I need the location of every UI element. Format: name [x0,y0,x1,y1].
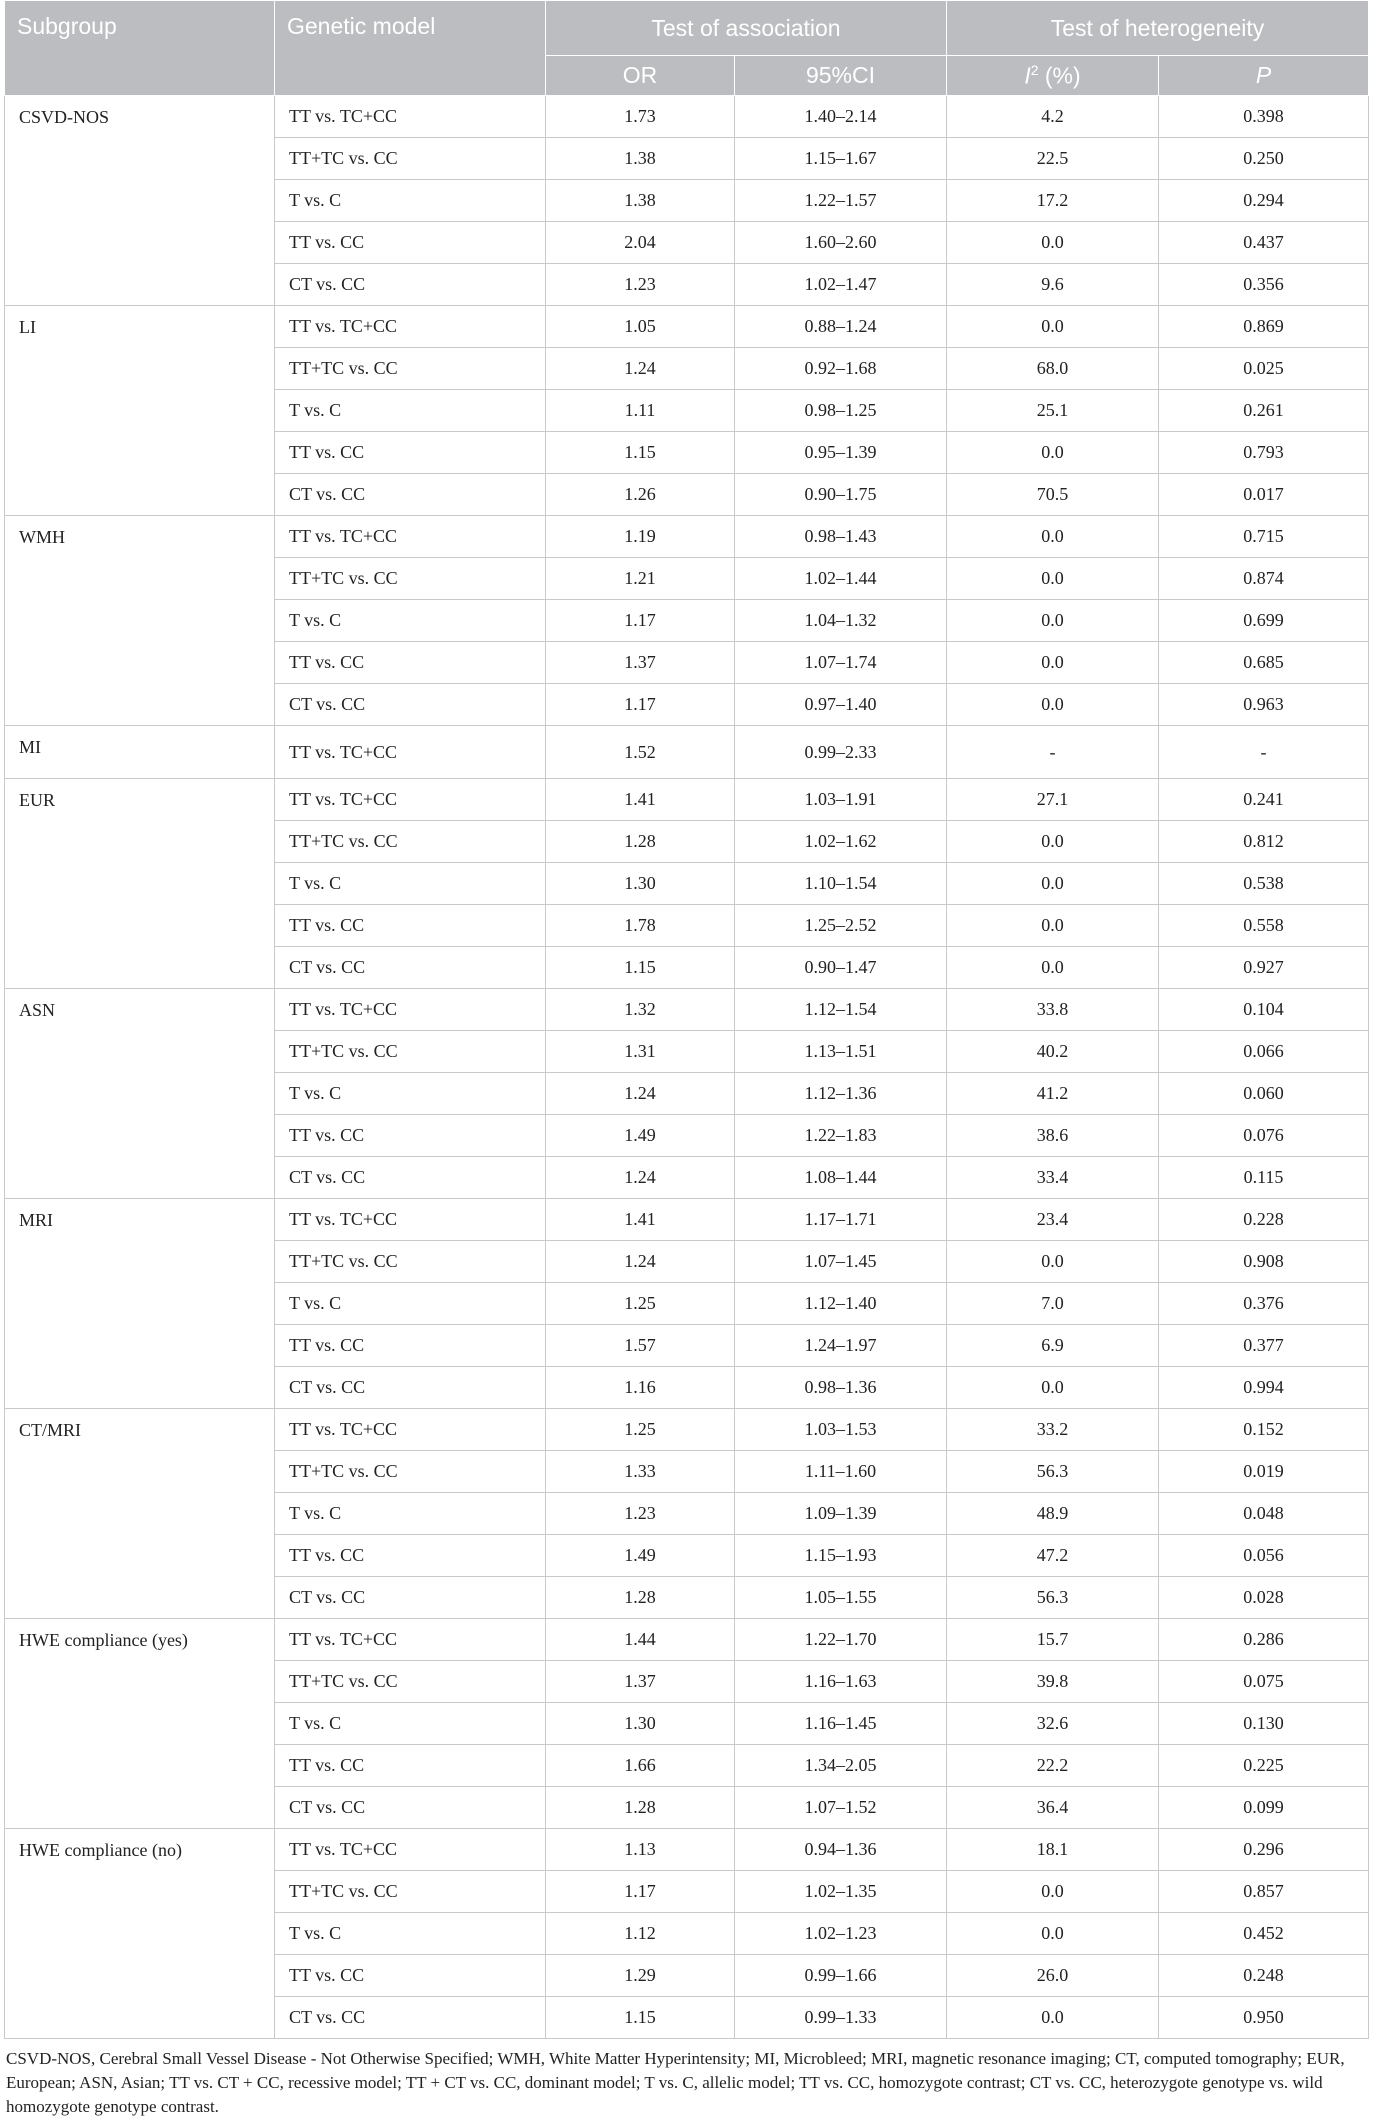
p-cell: 0.812 [1159,821,1369,863]
or-cell: 1.24 [546,1157,735,1199]
i2-cell: 70.5 [947,474,1159,516]
genetic-model-cell: CT vs. CC [275,1787,546,1829]
p-cell: 0.538 [1159,863,1369,905]
table-row [5,96,1369,138]
subgroup-cell: CT/MRI [5,1409,275,1619]
genetic-model-cell: TT vs. CC [275,1955,546,1997]
i2-cell: 68.0 [947,348,1159,390]
or-cell: 1.31 [546,1031,735,1073]
ci-cell: 1.34–2.05 [735,1745,947,1787]
ci-cell: 1.13–1.51 [735,1031,947,1073]
subgroup-cell: HWE compliance (no) [5,1829,275,2039]
genetic-model-cell: TT+TC vs. CC [275,138,546,180]
p-cell: 0.376 [1159,1283,1369,1325]
table-row [5,726,1369,779]
table-container [4,0,1368,2119]
or-cell: 1.23 [546,1493,735,1535]
genetic-model-cell: TT vs. TC+CC [275,516,546,558]
p-cell: 0.025 [1159,348,1369,390]
genetic-model-cell: TT vs. CC [275,432,546,474]
p-cell: 0.950 [1159,1997,1369,2039]
p-cell: 0.152 [1159,1409,1369,1451]
p-cell: 0.076 [1159,1115,1369,1157]
ci-cell: 1.04–1.32 [735,600,947,642]
header-p [1159,56,1369,96]
i2-cell: 33.2 [947,1409,1159,1451]
or-cell: 1.24 [546,1241,735,1283]
i2-cell: 23.4 [947,1199,1159,1241]
ci-cell: 1.03–1.91 [735,779,947,821]
p-cell: 0.017 [1159,474,1369,516]
header-or: OR [546,56,735,96]
header-test-heterogeneity: Test of heterogeneity [947,1,1369,56]
or-cell: 1.38 [546,138,735,180]
p-cell: 0.356 [1159,264,1369,306]
subgroup-cell: MI [5,726,275,779]
ci-cell: 0.99–1.33 [735,1997,947,2039]
p-cell: 0.452 [1159,1913,1369,1955]
genetic-model-cell: T vs. C [275,1913,546,1955]
ci-cell: 1.60–2.60 [735,222,947,264]
genetic-model-cell: CT vs. CC [275,947,546,989]
p-cell: 0.437 [1159,222,1369,264]
header-i2 [947,56,1159,96]
ci-cell: 0.97–1.40 [735,684,947,726]
i2-cell: 0.0 [947,600,1159,642]
or-cell: 1.52 [546,726,735,779]
p-cell: 0.793 [1159,432,1369,474]
subgroup-cell: ASN [5,989,275,1199]
ci-cell: 1.07–1.52 [735,1787,947,1829]
genetic-model-cell: CT vs. CC [275,474,546,516]
genetic-model-cell: TT vs. CC [275,1535,546,1577]
subgroup-cell: EUR [5,779,275,989]
or-cell: 1.24 [546,348,735,390]
ci-cell: 1.02–1.23 [735,1913,947,1955]
or-cell: 1.11 [546,390,735,432]
table-row [5,306,1369,348]
genetic-model-cell: TT vs. CC [275,642,546,684]
i2-cell: 0.0 [947,516,1159,558]
or-cell: 1.28 [546,1577,735,1619]
table-row [5,516,1369,558]
or-cell: 1.25 [546,1409,735,1451]
ci-cell: 0.99–2.33 [735,726,947,779]
p-cell: 0.398 [1159,96,1369,138]
genetic-model-cell: TT+TC vs. CC [275,348,546,390]
genetic-model-cell: T vs. C [275,863,546,905]
ci-cell: 0.98–1.36 [735,1367,947,1409]
i2-cell: 0.0 [947,905,1159,947]
ci-cell: 1.05–1.55 [735,1577,947,1619]
or-cell: 1.49 [546,1535,735,1577]
subgroup-cell: CSVD-NOS [5,96,275,306]
i2-cell: 25.1 [947,390,1159,432]
genetic-model-cell: T vs. C [275,1073,546,1115]
p-cell: 0.715 [1159,516,1369,558]
i2-cell: 0.0 [947,1997,1159,2039]
or-cell: 1.28 [546,821,735,863]
or-cell: 1.32 [546,989,735,1031]
i2-cell: 6.9 [947,1325,1159,1367]
genetic-model-cell: TT vs. CC [275,1325,546,1367]
i2-cell: 0.0 [947,1871,1159,1913]
i2-cell: 9.6 [947,264,1159,306]
genetic-model-cell: CT vs. CC [275,1367,546,1409]
header-ci: 95%CI [735,56,947,96]
ci-cell: 1.15–1.67 [735,138,947,180]
i2-cell: 7.0 [947,1283,1159,1325]
p-cell: 0.241 [1159,779,1369,821]
p-cell: 0.296 [1159,1829,1369,1871]
header-p-label: P [1255,62,1272,88]
ci-cell: 1.22–1.83 [735,1115,947,1157]
genetic-model-cell: TT+TC vs. CC [275,558,546,600]
table-row [5,1829,1369,1871]
p-cell: 0.075 [1159,1661,1369,1703]
or-cell: 1.78 [546,905,735,947]
ci-cell: 1.07–1.45 [735,1241,947,1283]
or-cell: 1.28 [546,1787,735,1829]
p-cell: 0.908 [1159,1241,1369,1283]
ci-cell: 1.15–1.93 [735,1535,947,1577]
or-cell: 1.33 [546,1451,735,1493]
i2-cell: 41.2 [947,1073,1159,1115]
i2-cell: - [947,726,1159,779]
ci-cell: 1.12–1.54 [735,989,947,1031]
genetic-model-cell: TT vs. TC+CC [275,1199,546,1241]
i2-cell: 56.3 [947,1577,1159,1619]
ci-cell: 1.07–1.74 [735,642,947,684]
genetic-model-cell: TT+TC vs. CC [275,821,546,863]
p-cell: 0.377 [1159,1325,1369,1367]
genetic-model-cell: TT+TC vs. CC [275,1661,546,1703]
genetic-model-cell: T vs. C [275,180,546,222]
i2-cell: 0.0 [947,947,1159,989]
ci-cell: 0.90–1.75 [735,474,947,516]
i2-cell: 0.0 [947,821,1159,863]
or-cell: 1.30 [546,1703,735,1745]
or-cell: 1.24 [546,1073,735,1115]
i2-cell: 0.0 [947,684,1159,726]
or-cell: 1.57 [546,1325,735,1367]
ci-cell: 0.98–1.25 [735,390,947,432]
ci-cell: 1.12–1.36 [735,1073,947,1115]
i2-cell: 22.2 [947,1745,1159,1787]
i2-cell: 32.6 [947,1703,1159,1745]
genetic-model-cell: CT vs. CC [275,684,546,726]
ci-cell: 1.02–1.35 [735,1871,947,1913]
header-subgroup: Subgroup [5,1,275,96]
p-cell: 0.558 [1159,905,1369,947]
table-row [5,1619,1369,1661]
ci-cell: 1.24–1.97 [735,1325,947,1367]
or-cell: 2.04 [546,222,735,264]
i2-cell: 36.4 [947,1787,1159,1829]
i2-cell: 33.4 [947,1157,1159,1199]
genetic-model-cell: T vs. C [275,1493,546,1535]
p-cell: 0.857 [1159,1871,1369,1913]
p-cell: 0.294 [1159,180,1369,222]
genetic-model-cell: CT vs. CC [275,1997,546,2039]
ci-cell: 0.99–1.66 [735,1955,947,1997]
p-cell: 0.130 [1159,1703,1369,1745]
or-cell: 1.05 [546,306,735,348]
or-cell: 1.26 [546,474,735,516]
i2-cell: 0.0 [947,222,1159,264]
i2-cell: 0.0 [947,558,1159,600]
p-cell: 0.286 [1159,1619,1369,1661]
genetic-model-cell: TT+TC vs. CC [275,1031,546,1073]
i2-cell: 56.3 [947,1451,1159,1493]
or-cell: 1.15 [546,432,735,474]
p-cell: 0.699 [1159,600,1369,642]
table-header [5,1,1369,96]
or-cell: 1.41 [546,779,735,821]
i2-cell: 39.8 [947,1661,1159,1703]
ci-cell: 1.22–1.70 [735,1619,947,1661]
p-cell: 0.028 [1159,1577,1369,1619]
p-cell: 0.099 [1159,1787,1369,1829]
p-cell: 0.115 [1159,1157,1369,1199]
ci-cell: 1.03–1.53 [735,1409,947,1451]
i2-cell: 17.2 [947,180,1159,222]
ci-cell: 0.98–1.43 [735,516,947,558]
genetic-model-cell: TT vs. TC+CC [275,1619,546,1661]
or-cell: 1.17 [546,600,735,642]
table-row [5,779,1369,821]
header-i2-base: I [1024,62,1031,89]
table-row [5,989,1369,1031]
ci-cell: 1.09–1.39 [735,1493,947,1535]
or-cell: 1.23 [546,264,735,306]
genetic-model-cell: TT vs. TC+CC [275,779,546,821]
subgroup-cell: MRI [5,1199,275,1409]
or-cell: 1.13 [546,1829,735,1871]
p-cell: - [1159,726,1369,779]
or-cell: 1.12 [546,1913,735,1955]
subgroup-cell: WMH [5,516,275,726]
p-cell: 0.685 [1159,642,1369,684]
p-cell: 0.994 [1159,1367,1369,1409]
i2-cell: 33.8 [947,989,1159,1031]
or-cell: 1.15 [546,1997,735,2039]
or-cell: 1.29 [546,1955,735,1997]
p-cell: 0.261 [1159,390,1369,432]
p-cell: 0.869 [1159,306,1369,348]
genetic-model-cell: TT+TC vs. CC [275,1871,546,1913]
i2-cell: 0.0 [947,1367,1159,1409]
or-cell: 1.16 [546,1367,735,1409]
p-cell: 0.048 [1159,1493,1369,1535]
table-footnote: CSVD-NOS, Cerebral Small Vessel Disease - Not Otherwise Specified; WMH, White Matter Hyperintensity; MI, Microbleed; MRI, magnetic resonance imaging; CT, computed tomography; EUR, European; ASN, Asian; TT vs. CT + CC, recessive model; TT + CT vs. CC, dominant model; T vs. C, allelic model; TT vs. CC, homozygote contrast; CT vs. CC, heterozygote genotype vs. wild homozygote genotype contrast. [6,2049,1345,2116]
genetic-model-cell: CT vs. CC [275,1577,546,1619]
ci-cell: 0.88–1.24 [735,306,947,348]
p-cell: 0.874 [1159,558,1369,600]
genetic-model-cell: TT vs. TC+CC [275,96,546,138]
ci-cell: 1.02–1.44 [735,558,947,600]
or-cell: 1.38 [546,180,735,222]
header-genetic-model: Genetic model [275,1,546,96]
ci-cell: 1.40–2.14 [735,96,947,138]
ci-cell: 1.16–1.63 [735,1661,947,1703]
genetic-model-cell: TT+TC vs. CC [275,1451,546,1493]
p-cell: 0.248 [1159,1955,1369,1997]
genetic-model-cell: CT vs. CC [275,264,546,306]
subgroup-cell: HWE compliance (yes) [5,1619,275,1829]
or-cell: 1.21 [546,558,735,600]
p-cell: 0.060 [1159,1073,1369,1115]
or-cell: 1.17 [546,684,735,726]
i2-cell: 47.2 [947,1535,1159,1577]
i2-cell: 0.0 [947,863,1159,905]
or-cell: 1.17 [546,1871,735,1913]
p-cell: 0.056 [1159,1535,1369,1577]
p-cell: 0.228 [1159,1199,1369,1241]
subgroup-cell: LI [5,306,275,516]
i2-cell: 27.1 [947,779,1159,821]
i2-cell: 0.0 [947,432,1159,474]
or-cell: 1.15 [546,947,735,989]
genetic-model-cell: T vs. C [275,1283,546,1325]
or-cell: 1.73 [546,96,735,138]
ci-cell: 1.11–1.60 [735,1451,947,1493]
table-row [5,1199,1369,1241]
i2-cell: 38.6 [947,1115,1159,1157]
genetic-model-cell: TT vs. TC+CC [275,1409,546,1451]
header-i2-sup: 2 [1030,61,1039,78]
i2-cell: 18.1 [947,1829,1159,1871]
ci-cell: 1.02–1.62 [735,821,947,863]
table-body [5,96,1369,2039]
genetic-model-cell: TT vs. TC+CC [275,1829,546,1871]
p-cell: 0.225 [1159,1745,1369,1787]
or-cell: 1.30 [546,863,735,905]
genetic-model-cell: TT+TC vs. CC [275,1241,546,1283]
or-cell: 1.19 [546,516,735,558]
genetic-model-cell: T vs. C [275,1703,546,1745]
p-cell: 0.250 [1159,138,1369,180]
or-cell: 1.44 [546,1619,735,1661]
ci-cell: 1.17–1.71 [735,1199,947,1241]
genetic-model-cell: TT vs. CC [275,1115,546,1157]
i2-cell: 22.5 [947,138,1159,180]
i2-cell: 0.0 [947,306,1159,348]
ci-cell: 1.25–2.52 [735,905,947,947]
i2-cell: 0.0 [947,642,1159,684]
i2-cell: 4.2 [947,96,1159,138]
ci-cell: 0.92–1.68 [735,348,947,390]
i2-cell: 0.0 [947,1241,1159,1283]
genetic-model-cell: T vs. C [275,600,546,642]
header-test-association: Test of association [546,1,947,56]
genetic-model-cell: TT vs. TC+CC [275,726,546,779]
or-cell: 1.37 [546,1661,735,1703]
p-cell: 0.104 [1159,989,1369,1031]
i2-cell: 26.0 [947,1955,1159,1997]
table-row [5,1409,1369,1451]
i2-cell: 0.0 [947,1913,1159,1955]
p-cell: 0.927 [1159,947,1369,989]
genetic-model-cell: T vs. C [275,390,546,432]
genetic-model-cell: TT vs. TC+CC [275,989,546,1031]
ci-cell: 1.08–1.44 [735,1157,947,1199]
ci-cell: 1.10–1.54 [735,863,947,905]
genetic-model-cell: TT vs. CC [275,222,546,264]
or-cell: 1.37 [546,642,735,684]
p-cell: 0.019 [1159,1451,1369,1493]
p-cell: 0.066 [1159,1031,1369,1073]
ci-cell: 0.95–1.39 [735,432,947,474]
or-cell: 1.25 [546,1283,735,1325]
genetic-model-cell: TT vs. CC [275,905,546,947]
ci-cell: 1.16–1.45 [735,1703,947,1745]
genetic-model-cell: TT vs. CC [275,1745,546,1787]
genetic-model-cell: CT vs. CC [275,1157,546,1199]
header-i2-unit: (%) [1038,62,1081,89]
genetic-model-cell: TT vs. TC+CC [275,306,546,348]
ci-cell: 1.02–1.47 [735,264,947,306]
i2-cell: 48.9 [947,1493,1159,1535]
p-cell: 0.963 [1159,684,1369,726]
results-table [4,0,1369,2039]
or-cell: 1.66 [546,1745,735,1787]
i2-cell: 15.7 [947,1619,1159,1661]
ci-cell: 1.22–1.57 [735,180,947,222]
or-cell: 1.49 [546,1115,735,1157]
ci-cell: 1.12–1.40 [735,1283,947,1325]
ci-cell: 0.94–1.36 [735,1829,947,1871]
ci-cell: 0.90–1.47 [735,947,947,989]
or-cell: 1.41 [546,1199,735,1241]
i2-cell: 40.2 [947,1031,1159,1073]
